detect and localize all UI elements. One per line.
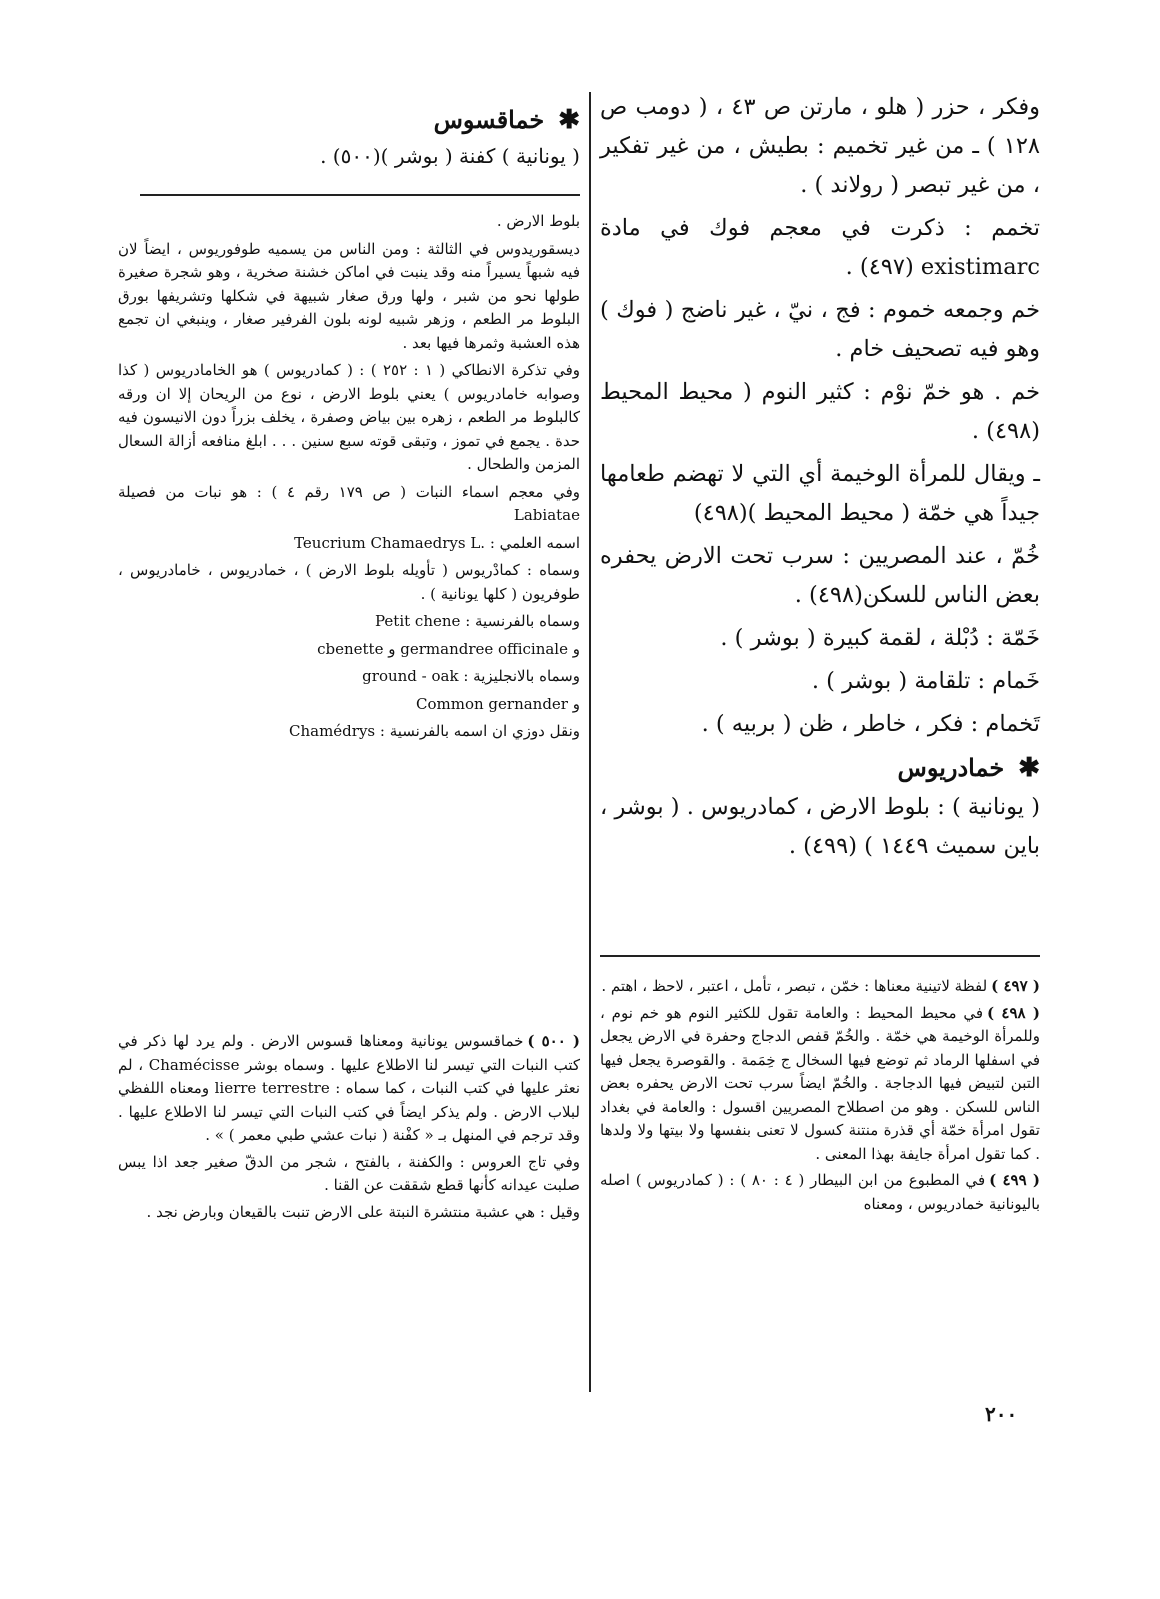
footnote-number: ( ٥٠٠ ) <box>527 1032 581 1050</box>
right-paragraph: خم وجمعه خموم : فج ، نيّ ، غير ناضج ( فوك ) وهو فيه تصحيف خام . <box>600 297 1040 362</box>
page-number: ٢٠٠ <box>985 1402 1018 1426</box>
left-paragraph: بلوط الارض . <box>496 212 580 230</box>
right-footnote-divider <box>600 955 1040 957</box>
entry-heading <box>118 100 580 140</box>
entry-body: ( يونانية ) كفنة ( بوشر )(٥٠٠) . <box>320 144 580 168</box>
footnote-text: في المطبوع من ابن البيطار ( ٤ : ٨٠ ) : ( كمادريوس ) اصله باليونانية خمادريوس ، ومعناه <box>600 1171 1040 1213</box>
left-paragraph: وسماه : كمادْريوس ( تأويله بلوط الارض ) ، خمادريوس ، خامادريوس ، طوفريون ( كلها يونانية ) . <box>118 561 580 603</box>
entry-heading <box>600 748 1040 788</box>
column-divider <box>589 92 591 1392</box>
left-paragraph: وسماه بالانجليزية : ground - oak <box>362 667 580 685</box>
asterisk-icon: ✱ <box>558 105 580 135</box>
left-paragraph: وسماه بالفرنسية : Petit chene <box>375 612 580 630</box>
asterisk-icon: ✱ <box>1018 753 1040 783</box>
left-footnotes <box>118 1030 580 1227</box>
left-paragraph: وفي تذكرة الانطاكي ( ١ : ٢٥٢ ) : ( كمادريوس ) هو الخامادريوس ( كذا وصوابه خامادريوس ) يعني بلوط الارض ، نوع من الريحان إلا ان ورقه كالبلوط مر الطعم ، زهره بين بياض وصفرة ، يخلف بزراً دون الانيسون فيه حدة . يجمع في تموز ، وتبقى قوته سبع سنين . . . ابلغ منافعه أزالة السعال المزمن والطحال . <box>118 361 580 473</box>
footnote-number: ( ٤٩٩ ) <box>989 1171 1040 1189</box>
left-paragraph: وقيل : هي عشبة منتشرة النبتة على الارض تنبت بالقيعان وبارض نجد . <box>146 1202 580 1221</box>
left-column <box>118 100 580 748</box>
left-paragraph: ونقل دوزي ان اسمه بالفرنسية : Chamédrys <box>288 722 580 740</box>
right-paragraph: تخمم : ذكرت في معجم فوك في مادة existimarc (٤٩٧) . <box>600 215 1040 280</box>
footnote-text: في محيط المحيط : والعامة تقول للكثير النوم هو خم نوم ، وللمرأة الوخيمة هي خمّة . والخُمّ قفص الدجاج وحفرة في الارض يجعل في اسفلها الرماد ثم توضع فيها السخال ج خِمَمة . والقوصرة يجعل فيها التبن لتبيض فيها الدجاجة . والخُمّ ايضاً سرب تحت الارض يحفره بعض الناس للسكن . وهو من اصطلاح المصريين اقسول : والعامة في بغداد تقول امرأة خمّة أي قذرة منتنة كسول لا تعنى بنفسها ولا بيتها ولا ولدها . كما تقول امرأة جايفة بهذا المعنى . <box>600 1003 1040 1163</box>
left-paragraph: اسمه العلمي : .Teucrium Chamaedrys L <box>294 533 580 552</box>
left-paragraph: وفي تاج العروس : والكفنة ، بالفتح ، شجر من الدقّ صغير جعد اذا يبس صلبت عيدانه كأنها قطع شققت عن القنا . <box>118 1152 580 1194</box>
footnote-text: لفظة لاتينية معناها : خمّن ، تبصر ، تأمل ، اعتبر ، لاحظ ، اهتم . <box>601 977 988 995</box>
left-paragraph: ديسقوريدوس في الثالثة : ومن الناس من يسميه طوفوريوس ، ايضاً لان فيه شبهاً يسيراً منه وقد ينبت في اماكن خشنة صخرية ، وهو شجرة صغيرة طولها نحو من شبر ، ولها ورق صغار شبيهة في شكلها وتشريفها بورق البلوط مر الطعم ، وزهر شبيه لونه بلون الفرفير صغار ، وينبغي ان تجمع هذه العشبة وثمرها فيها بعد . <box>118 239 580 352</box>
footnote <box>600 975 1040 999</box>
left-heading-divider <box>140 194 580 196</box>
footnote <box>600 1002 1040 1167</box>
right-paragraph: خم . هو خمّ نوْم : كثير النوم ( محيط المحيط (٤٩٨) . <box>600 379 1040 444</box>
right-paragraph: تَخمام : فكر ، خاطر ، ظن ( بربيه ) . <box>701 711 1040 737</box>
entry-title: خمادريوس <box>897 753 1005 782</box>
entry-title: خماقسوس <box>433 105 545 134</box>
footnote-number: ( ٤٩٨ ) <box>987 1003 1040 1022</box>
footnote-text: خماقسوس يونانية ومعناها قسوس الارض . ولم يرد لها ذكر في كتب النبات التي تيسر لنا الاطلاع عليها . وسماه بوشر Chamécisse ، لم نعثر عليها في كتب النبات ، كما سماه : lierre terrestre ومعناه اللفظي لبلاب الارض . ولم يذكر ايضاً في كتب النبات التي تيسر لنا الاطلاع عليها . وقد ترجم في المنهل بـ « كفْنة ( نبات عشي طبي معمر ) » . <box>118 1032 580 1144</box>
right-paragraph: خَمام : تلقامة ( بوشر ) . <box>811 668 1040 694</box>
right-paragraph: خُمّ ، عند المصريين : سرب تحت الارض يحفره بعض الناس للسكن(٤٩٨) . <box>600 543 1040 608</box>
left-paragraph: وفي معجم اسماء النبات ( ص ١٧٩ رقم ٤ ) : هو نبات من فصيلة Labiatae <box>118 482 581 524</box>
right-column <box>600 88 1040 866</box>
footnote <box>600 1169 1040 1216</box>
footnote-number: ( ٤٩٧ ) <box>991 977 1040 995</box>
left-paragraph: و Common gernander <box>416 694 580 713</box>
right-paragraph: خَمّة : دُبْلة ، لقمة كبيرة ( بوشر ) . <box>720 625 1040 651</box>
entry-body: ( يونانية ) : بلوط الارض ، كمادريوس . ( بوشر ، باين سميث ١٤٤٩ ) (٤٩٩) . <box>600 794 1040 859</box>
right-paragraph: وفكر ، حزر ( هلو ، مارتن ص ٤٣ ، ( دومب ص ١٢٨ ) ـ من غير تخميم : بطيش ، من غير تفكير ، من غير تبصر ( رولاند ) . <box>600 94 1040 198</box>
right-footnotes <box>600 975 1040 1219</box>
footnote <box>118 1030 580 1148</box>
right-paragraph: ـ ويقال للمرأة الوخيمة أي التي لا تهضم طعامها جيداً هي خمّة ( محيط المحيط )(٤٩٨) <box>600 461 1040 526</box>
left-paragraph: و germandree officinale و cbenette <box>317 639 580 658</box>
